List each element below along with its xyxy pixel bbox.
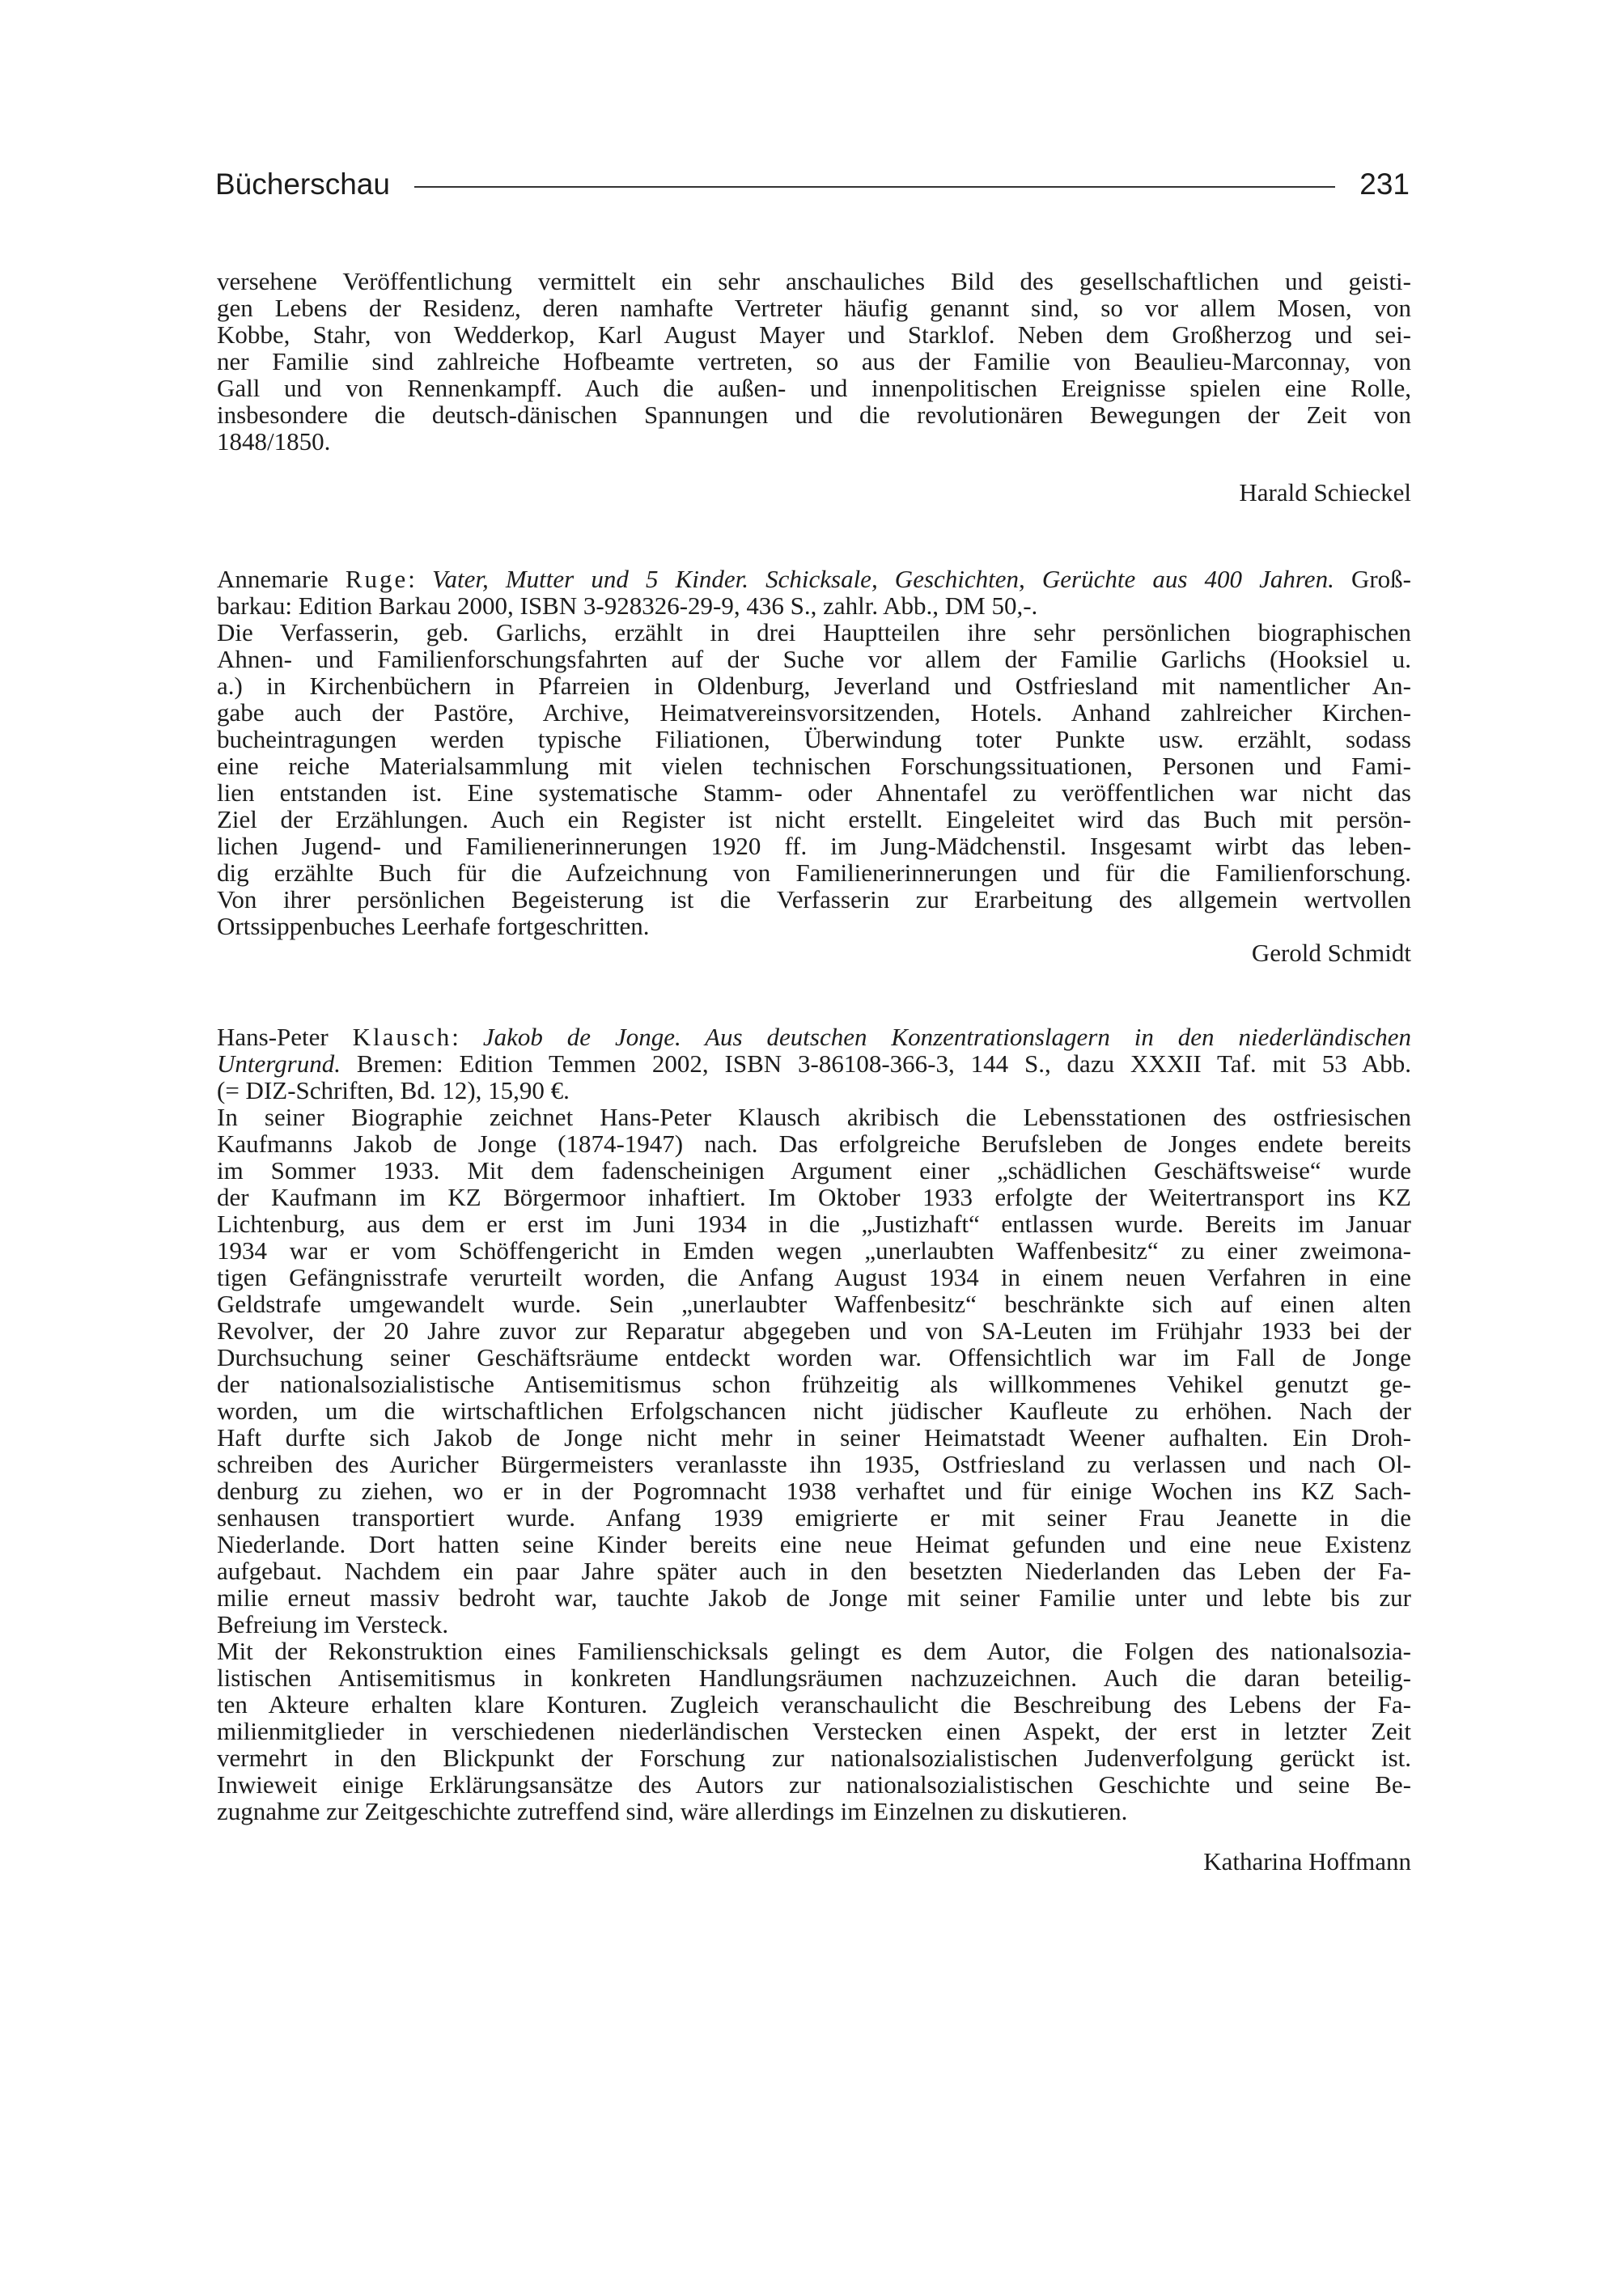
- reviewer-signature: Katharina Hoffmann: [1203, 1847, 1411, 1876]
- review-line: Befreiung im Versteck.: [217, 1610, 449, 1638]
- review-line: a.) in Kirchenbüchern in Pfarreien in Oldenburg, Jeverland und Ostfriesland mit namentlicher An-: [217, 672, 1411, 700]
- review-line: Haft durfte sich Jakob de Jonge nicht mehr in seiner Heimatstadt Weener aufhalten. Ein Droh-: [217, 1423, 1411, 1452]
- review-line: Niederlande. Dort hatten seine Kinder bereits eine neue Heimat gefunden und eine neue Existenz: [217, 1530, 1411, 1558]
- review-line: Ziel der Erzählungen. Auch ein Register ist nicht erstellt. Eingeleitet wird das Buch mit persön-: [217, 805, 1411, 833]
- review-line: tigen Gefängnisstrafe verurteilt worden, die Anfang August 1934 in einem neuen Verfahren in eine: [217, 1263, 1411, 1291]
- review-line: Revolver, der 20 Jahre zuvor zur Reparatur abgegeben und von SA-Leuten im Frühjahr 1933 bei der: [217, 1316, 1411, 1345]
- review-line: eine reiche Materialsammlung mit vielen technischen Forschungssituationen, Personen und Fami-: [217, 752, 1411, 780]
- review-line: Ahnen- und Familienforschungsfahrten auf der Suche vor allem der Familie Garlichs (Hooksiel u.: [217, 645, 1411, 673]
- review-line: Mit der Rekonstruktion eines Familienschicksals gelingt es dem Autor, die Folgen des nationalsozia-: [217, 1637, 1411, 1665]
- intro-line: insbesondere die deutsch-dänischen Spannungen und die revolutionären Bewegungen der Zeit von: [217, 401, 1411, 429]
- author-first-name: Hans-Peter: [217, 1023, 353, 1051]
- review-line: gabe auch der Pastöre, Archive, Heimatvereinsvorsitzenden, Hotels. Anhand zahlreicher Kirchen-: [217, 698, 1411, 727]
- book-title: Vater, Mutter und 5 Kinder. Schicksale, Geschichten, Gerüchte aus 400 Jahren.: [432, 565, 1334, 593]
- intro-line: 1848/1850.: [217, 427, 331, 456]
- review-line: 1934 war er vom Schöffengericht in Emden wegen „unerlaubten Waffenbesitz“ zu einer zweimona-: [217, 1236, 1411, 1265]
- intro-line: Kobbe, Stahr, von Wedderkop, Karl August Mayer und Starklof. Neben dem Großherzog und sei-: [217, 320, 1411, 349]
- review-line: Von ihrer persönlichen Begeisterung ist die Verfasserin zur Erarbeitung des allgemein wertvollen: [217, 885, 1411, 913]
- bibliographic-entry: Annemarie Ruge: Vater, Mutter und 5 Kinder. Schicksale, Geschichten, Gerüchte aus 400 Jahren. Groß-: [217, 565, 1411, 593]
- intro-line: gen Lebens der Residenz, deren namhafte Vertreter häufig genannt sind, so vor allem Mosen, von: [217, 294, 1411, 322]
- review-line: lien entstanden ist. Eine systematische Stamm- oder Ahnentafel zu veröffentlichen war nicht das: [217, 778, 1411, 807]
- review-line: vermehrt in den Blickpunkt der Forschung zur nationalsozialistischen Judenverfolgung gerückt ist.: [217, 1744, 1411, 1772]
- author-surname: Ruge: [345, 565, 409, 593]
- review-line: Ortssippenbuches Leerhafe fortgeschritten.: [217, 912, 650, 940]
- review-line: Geldstrafe umgewandelt wurde. Sein „unerlaubter Waffenbesitz“ beschränkte sich auf einen alten: [217, 1290, 1411, 1318]
- review-line: Kaufmanns Jakob de Jonge (1874-1947) nach. Das erfolgreiche Berufsleben de Jonges endete bereits: [217, 1130, 1411, 1158]
- review-line: der Kaufmann im KZ Börgermoor inhaftiert. Im Oktober 1933 erfolgte der Weitertransport ins KZ: [217, 1183, 1411, 1211]
- review-line: aufgebaut. Nachdem ein paar Jahre später auch in den besetzten Niederlanden das Leben der Fa-: [217, 1557, 1411, 1585]
- book-title: Jakob de Jonge. Aus deutschen Konzentrationslagern in den niederländischen: [482, 1023, 1411, 1051]
- review-line: listischen Antisemitismus in konkreten Handlungsräumen nachzuzeichnen. Auch die daran beteilig-: [217, 1664, 1411, 1692]
- intro-line: ner Familie sind zahlreiche Hofbeamte vertreten, so aus der Familie von Beaulieu-Marconnay, von: [217, 347, 1411, 375]
- bibliographic-entry: Hans-Peter Klausch: Jakob de Jonge. Aus deutschen Konzentrationslagern in den niederländischen: [217, 1023, 1411, 1051]
- section-title: Bücherschau: [215, 167, 390, 201]
- review-line: In seiner Biographie zeichnet Hans-Peter Klausch akribisch die Lebensstationen des ostfriesischen: [217, 1103, 1411, 1131]
- review-line: bucheintragungen werden typische Filiationen, Überwindung toter Punkte usw. erzählt, sodass: [217, 725, 1411, 753]
- publication-info: (= DIZ-Schriften, Bd. 12), 15,90 €.: [217, 1076, 570, 1104]
- reviewer-signature: Harald Schieckel: [1239, 478, 1411, 506]
- review-line: milie erneut massiv bedroht war, tauchte Jakob de Jonge mit seiner Familie unter und lebte bis zur: [217, 1583, 1411, 1612]
- review-line: Inwieweit einige Erklärungsansätze des Autors zur nationalsozialistischen Geschichte und seine Be-: [217, 1770, 1411, 1799]
- publication-info: Untergrund. Bremen: Edition Temmen 2002, ISBN 3-86108-366-3, 144 S., dazu XXXII Taf. mit 53 Abb.: [217, 1049, 1411, 1078]
- running-header: [215, 164, 1410, 205]
- review-line: Die Verfasserin, geb. Garlichs, erzählt in drei Hauptteilen ihre sehr persönlichen biographischen: [217, 618, 1411, 646]
- intro-line: Gall und von Rennenkampff. Auch die außen- und innenpolitischen Ereignisse spielen eine Rolle,: [217, 374, 1411, 402]
- author-surname: Klausch: [352, 1023, 452, 1051]
- page-number: 231: [1359, 167, 1410, 201]
- author-first-name: Annemarie: [217, 565, 346, 593]
- review-line: schreiben des Auricher Bürgermeisters veranlasste ihn 1935, Ostfriesland zu verlassen und nach Ol-: [217, 1450, 1411, 1478]
- publication-info: barkau: Edition Barkau 2000, ISBN 3-928326-29-9, 436 S., zahlr. Abb., DM 50,-.: [217, 591, 1038, 620]
- review-line: senhausen transportiert wurde. Anfang 1939 emigrierte er mit seiner Frau Jeanette in die: [217, 1503, 1411, 1532]
- review-line: dig erzählte Buch für die Aufzeichnung von Familienerinnerungen und für die Familienforschung.: [217, 858, 1411, 887]
- book-title-cont: Untergrund.: [217, 1049, 341, 1078]
- review-line: ten Akteure erhalten klare Konturen. Zugleich veranschaulicht die Beschreibung des Lebens der Fa-: [217, 1690, 1411, 1719]
- reviewer-signature: Gerold Schmidt: [1251, 939, 1411, 967]
- header-rule: [414, 186, 1335, 188]
- review-line: worden, um die wirtschaftlichen Erfolgschancen nicht jüdischer Kaufleute zu erhöhen. Nach der: [217, 1397, 1411, 1425]
- review-line: lichen Jugend- und Familienerinnerungen 1920 ff. im Jung-Mädchenstil. Insgesamt wirbt das leben-: [217, 832, 1411, 860]
- review-line: zugnahme zur Zeitgeschichte zutreffend sind, wäre allerdings im Einzelnen zu diskutieren.: [217, 1797, 1128, 1825]
- intro-line: versehene Veröffentlichung vermittelt ein sehr anschauliches Bild des gesellschaftlichen und geisti-: [217, 267, 1411, 295]
- review-line: milienmitglieder in verschiedenen niederländischen Verstecken einen Aspekt, der erst in letzter Zeit: [217, 1717, 1411, 1745]
- review-line: Durchsuchung seiner Geschäftsräume entdeckt worden war. Offensichtlich war im Fall de Jonge: [217, 1343, 1411, 1371]
- review-line: denburg zu ziehen, wo er in der Pogromnacht 1938 verhaftet und für einige Wochen ins KZ Sach-: [217, 1477, 1411, 1505]
- review-line: im Sommer 1933. Mit dem fadenscheinigen Argument einer „schädlichen Geschäftsweise“ wurde: [217, 1156, 1411, 1185]
- review-line: der nationalsozialistische Antisemitismus schon frühzeitig als willkommenes Vehikel genutzt ge-: [217, 1370, 1411, 1398]
- review-line: Lichtenburg, aus dem er erst im Juni 1934 in die „Justizhaft“ entlassen wurde. Bereits im Januar: [217, 1210, 1411, 1238]
